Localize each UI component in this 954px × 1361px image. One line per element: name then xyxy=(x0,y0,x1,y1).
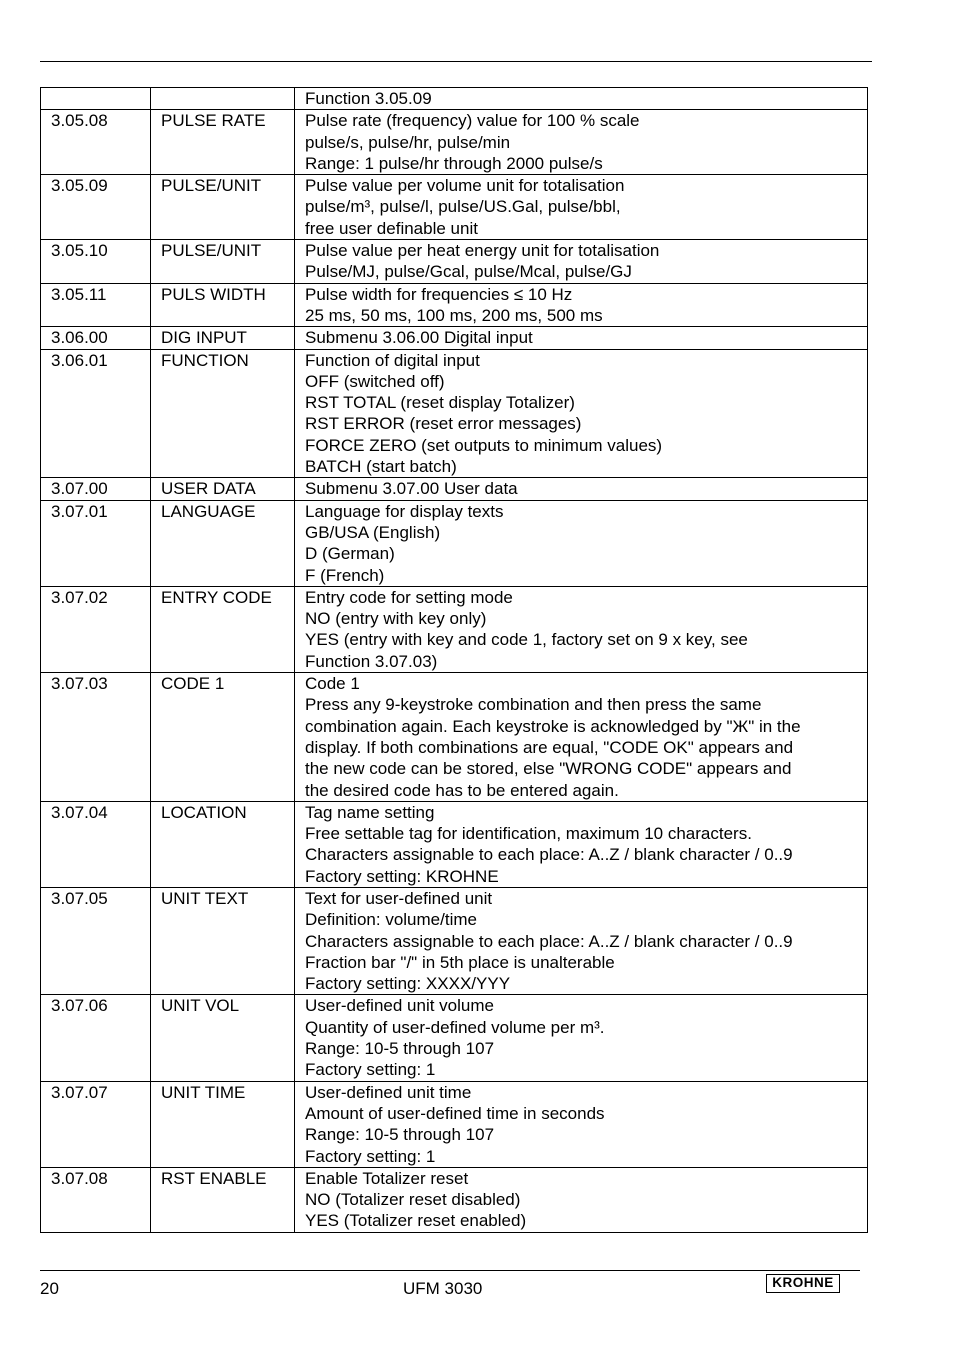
function-name-cell: PULS WIDTH xyxy=(151,283,295,327)
footer-rule xyxy=(40,1270,860,1271)
description-cell xyxy=(295,349,868,478)
function-name-cell: UNIT TIME xyxy=(151,1081,295,1167)
description-cell xyxy=(295,88,868,110)
description-line: RST TOTAL (reset display Totalizer) xyxy=(305,393,575,413)
description-line: F (French) xyxy=(305,565,385,585)
description-line: Tag name setting xyxy=(305,802,435,822)
table-row xyxy=(41,801,868,887)
description-cell xyxy=(295,887,868,994)
description-cell xyxy=(295,175,868,240)
parameter-table-body xyxy=(41,88,868,1233)
description-line: free user definable unit xyxy=(305,218,478,238)
function-code-cell: 3.07.08 xyxy=(41,1167,151,1232)
table-row xyxy=(41,283,868,327)
description-line: Enable Totalizer reset xyxy=(305,1168,469,1188)
description-line: FORCE ZERO (set outputs to minimum values) xyxy=(305,435,663,455)
description-line: Pulse/MJ, pulse/Gcal, pulse/Mcal, pulse/GJ xyxy=(305,262,632,282)
function-code-cell: 3.07.05 xyxy=(41,887,151,994)
description-line: Function 3.05.09 xyxy=(305,89,432,108)
description-line: combination again. Each keystroke is acknowledged by "Ж" in the xyxy=(305,716,801,736)
description-cell xyxy=(295,110,868,175)
description-line: Characters assignable to each place: A..Z / blank character / 0..9 xyxy=(305,845,793,865)
function-code-cell: 3.07.00 xyxy=(41,478,151,500)
function-code-cell: 3.06.00 xyxy=(41,327,151,349)
table-row xyxy=(41,349,868,478)
description-line: Factory setting: KROHNE xyxy=(305,866,499,886)
table-row xyxy=(41,110,868,175)
table-row xyxy=(41,175,868,240)
description-line: the desired code has to be entered again. xyxy=(305,780,619,800)
table-row xyxy=(41,673,868,802)
description-cell xyxy=(295,586,868,672)
function-code-cell: 3.05.09 xyxy=(41,175,151,240)
table-row xyxy=(41,327,868,349)
krohne-logo: KROHNE xyxy=(766,1274,840,1293)
description-line: YES (entry with key and code 1, factory set on 9 x key, see xyxy=(305,630,748,650)
description-line: pulse/s, pulse/hr, pulse/min xyxy=(305,132,511,152)
description-line: Fraction bar "/" in 5th place is unalterable xyxy=(305,952,615,972)
description-line: the new code can be stored, else "WRONG CODE" appears and xyxy=(305,759,792,779)
function-name-cell xyxy=(151,88,295,110)
description-line: pulse/m³, pulse/l, pulse/US.Gal, pulse/bbl, xyxy=(305,197,621,217)
description-line: Definition: volume/time xyxy=(305,910,477,930)
description-line: YES (Totalizer reset enabled) xyxy=(305,1211,527,1231)
function-name-cell: UNIT VOL xyxy=(151,995,295,1081)
function-code-cell: 3.05.11 xyxy=(41,283,151,327)
function-name-cell: CODE 1 xyxy=(151,673,295,802)
function-code-cell: 3.07.07 xyxy=(41,1081,151,1167)
description-cell xyxy=(295,240,868,284)
description-line: Text for user-defined unit xyxy=(305,888,493,908)
description-line: Factory setting: 1 xyxy=(305,1146,436,1166)
description-line: NO (entry with key only) xyxy=(305,609,487,629)
description-line: Factory setting: XXXX/YYY xyxy=(305,974,511,994)
description-line: Pulse value per volume unit for totalisation xyxy=(305,176,625,196)
function-name-cell: UNIT TEXT xyxy=(151,887,295,994)
description-line: RST ERROR (reset error messages) xyxy=(305,414,582,434)
description-cell xyxy=(295,327,868,349)
description-cell xyxy=(295,673,868,802)
function-name-cell: USER DATA xyxy=(151,478,295,500)
table-row xyxy=(41,500,868,586)
function-name-cell: RST ENABLE xyxy=(151,1167,295,1232)
description-line: User-defined unit volume xyxy=(305,996,494,1016)
function-code-cell: 3.07.04 xyxy=(41,801,151,887)
description-line: Range: 1 pulse/hr through 2000 pulse/s xyxy=(305,153,603,173)
description-line: Code 1 xyxy=(305,674,360,694)
description-cell xyxy=(295,478,868,500)
description-line: Pulse rate (frequency) value for 100 % scale xyxy=(305,111,640,131)
description-line: Entry code for setting mode xyxy=(305,587,513,607)
description-line: Function of digital input xyxy=(305,350,480,370)
table-row xyxy=(41,478,868,500)
description-cell xyxy=(295,801,868,887)
description-line: Submenu 3.06.00 Digital input xyxy=(305,328,533,348)
document-title: UFM 3030 xyxy=(403,1279,483,1298)
description-line: D (German) xyxy=(305,544,395,564)
table-row xyxy=(41,995,868,1081)
description-line: Range: 10-5 through 107 xyxy=(305,1039,495,1059)
description-line: Language for display texts xyxy=(305,501,504,521)
description-cell xyxy=(295,1167,868,1232)
parameter-table xyxy=(40,87,868,1233)
function-name-cell: LOCATION xyxy=(151,801,295,887)
function-name-cell: ENTRY CODE xyxy=(151,586,295,672)
description-line: Quantity of user-defined volume per m³. xyxy=(305,1017,605,1037)
function-name-cell: FUNCTION xyxy=(151,349,295,478)
function-code-cell: 3.07.06 xyxy=(41,995,151,1081)
description-line: Function 3.07.03) xyxy=(305,651,438,671)
description-cell xyxy=(295,995,868,1081)
function-name-cell: PULSE/UNIT xyxy=(151,240,295,284)
function-code-cell: 3.05.08 xyxy=(41,110,151,175)
description-line: Free settable tag for identification, maximum 10 characters. xyxy=(305,824,752,844)
description-line: Range: 10-5 through 107 xyxy=(305,1125,495,1145)
function-name-cell: DIG INPUT xyxy=(151,327,295,349)
table-row xyxy=(41,88,868,110)
description-line: display. If both combinations are equal, "CODE OK" appears and xyxy=(305,737,794,757)
description-line: User-defined unit time xyxy=(305,1082,472,1102)
function-code-cell xyxy=(41,88,151,110)
description-line: NO (Totalizer reset disabled) xyxy=(305,1190,521,1210)
page-number: 20 xyxy=(40,1279,59,1298)
function-code-cell: 3.07.02 xyxy=(41,586,151,672)
function-code-cell: 3.07.03 xyxy=(41,673,151,802)
function-name-cell: PULSE/UNIT xyxy=(151,175,295,240)
function-name-cell: PULSE RATE xyxy=(151,110,295,175)
table-row xyxy=(41,1167,868,1232)
description-line: Press any 9-keystroke combination and then press the same xyxy=(305,695,762,715)
description-line: Characters assignable to each place: A..Z / blank character / 0..9 xyxy=(305,931,793,951)
description-line: Factory setting: 1 xyxy=(305,1060,436,1080)
description-line: Pulse value per heat energy unit for totalisation xyxy=(305,241,660,261)
table-row xyxy=(41,240,868,284)
description-cell xyxy=(295,1081,868,1167)
function-code-cell: 3.05.10 xyxy=(41,240,151,284)
table-row xyxy=(41,586,868,672)
description-line: Pulse width for frequencies ≤ 10 Hz xyxy=(305,284,573,304)
description-cell xyxy=(295,500,868,586)
table-row xyxy=(41,887,868,994)
description-line: Submenu 3.07.00 User data xyxy=(305,479,518,499)
description-line: OFF (switched off) xyxy=(305,371,445,391)
table-row xyxy=(41,1081,868,1167)
description-line: Amount of user-defined time in seconds xyxy=(305,1103,605,1123)
function-code-cell: 3.06.01 xyxy=(41,349,151,478)
description-line: GB/USA (English) xyxy=(305,522,441,542)
function-name-cell: LANGUAGE xyxy=(151,500,295,586)
header-rule xyxy=(40,61,872,62)
function-code-cell: 3.07.01 xyxy=(41,500,151,586)
description-cell xyxy=(295,283,868,327)
description-line: BATCH (start batch) xyxy=(305,457,457,477)
description-line: 25 ms, 50 ms, 100 ms, 200 ms, 500 ms xyxy=(305,305,603,325)
